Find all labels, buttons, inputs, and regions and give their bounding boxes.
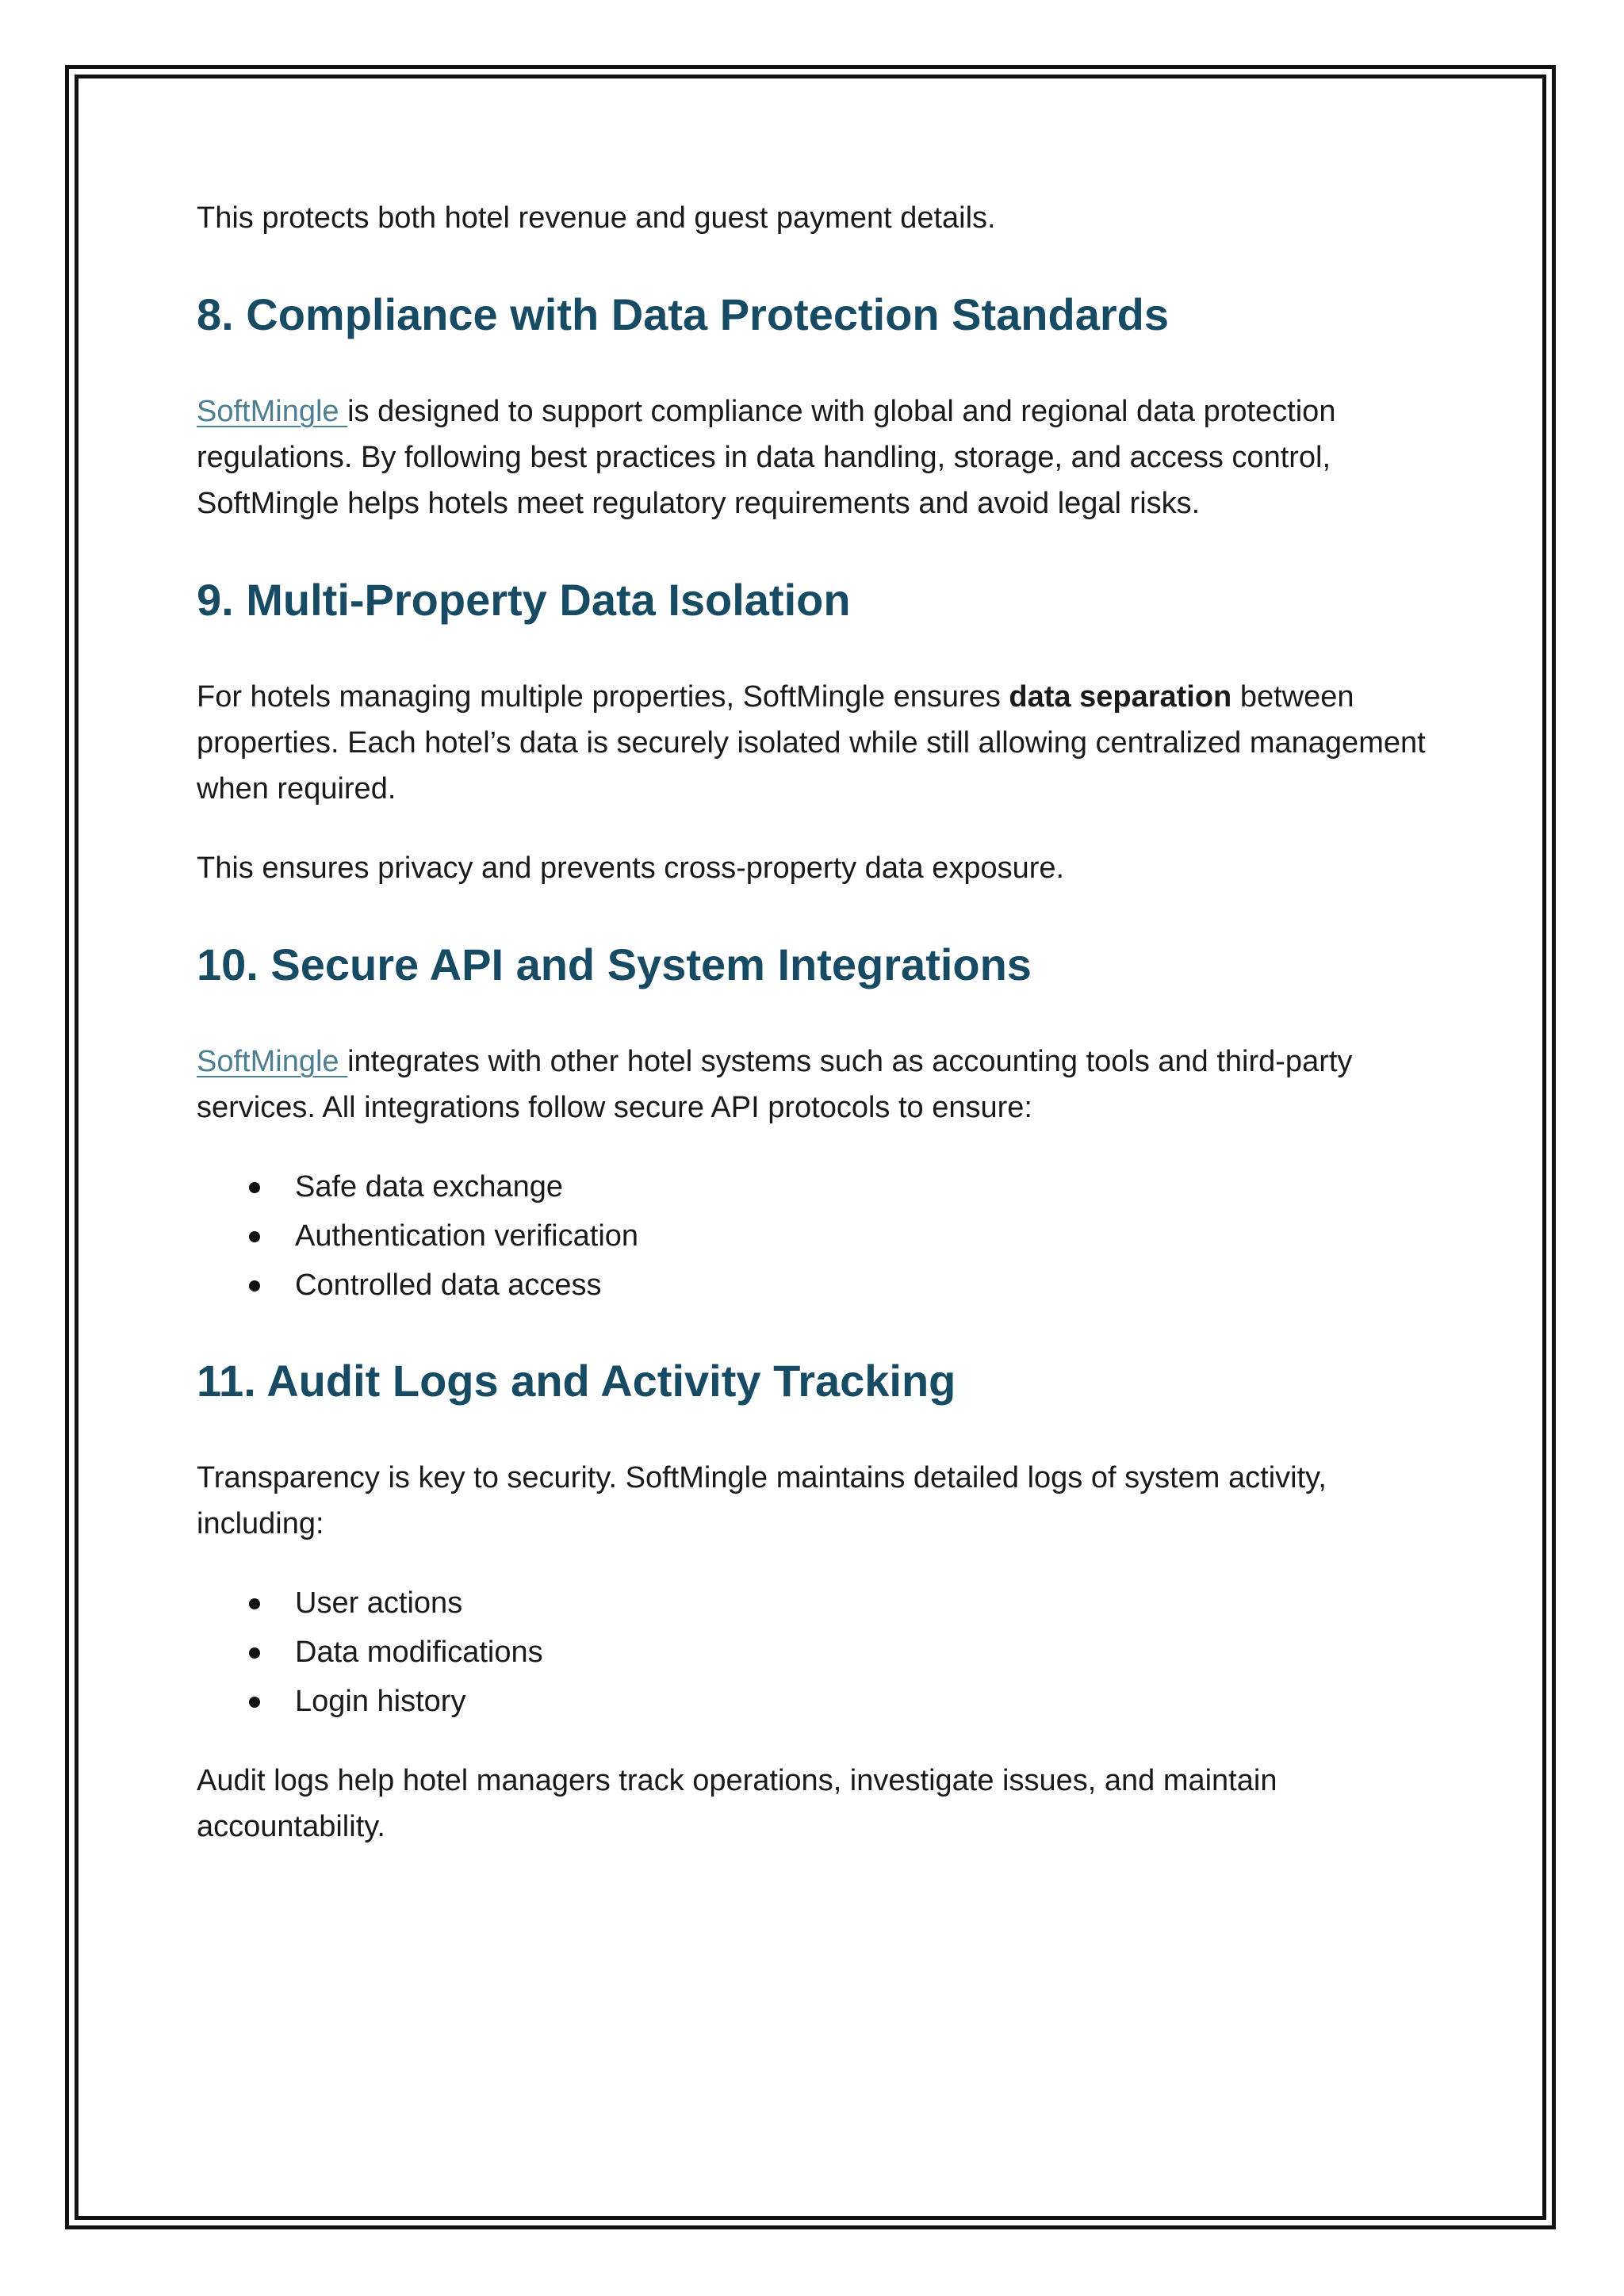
section-secure-api — [197, 937, 1450, 1310]
bullet-list — [197, 1578, 1450, 1726]
section-audit-logs — [197, 1353, 1450, 1850]
section-heading: 9. Multi-Property Data Isolation — [197, 575, 851, 625]
paragraph-text: integrates with other hotel systems such as accounting tools and third-party services. All integrations follow secure API protocols to ensure: — [197, 1045, 1353, 1124]
section-heading: 11. Audit Logs and Activity Tracking — [197, 1356, 956, 1406]
list-item: Data modifications — [197, 1628, 1450, 1677]
paragraph-text: For hotels managing multiple properties, SoftMingle ensures — [197, 680, 1009, 714]
document-content — [197, 195, 1450, 1850]
section-paragraph — [197, 1039, 1450, 1131]
intro-paragraph: This protects both hotel revenue and guest payment details. — [197, 201, 996, 235]
list-item: Login history — [197, 1677, 1450, 1726]
section-paragraph: Audit logs help hotel managers track operations, investigate issues, and maintain accountability. — [197, 1764, 1277, 1843]
bold-phrase: data separation — [1009, 680, 1232, 714]
bullet-list — [197, 1162, 1450, 1310]
list-item: Safe data exchange — [197, 1162, 1450, 1211]
section-heading: 8. Compliance with Data Protection Standards — [197, 289, 1170, 339]
list-item: User actions — [197, 1578, 1450, 1628]
section-paragraph — [197, 674, 1450, 812]
section-multi-property — [197, 572, 1450, 891]
section-paragraph: Transparency is key to security. SoftMingle maintains detailed logs of system activity, including: — [197, 1461, 1327, 1540]
section-paragraph — [197, 388, 1450, 526]
list-item: Controlled data access — [197, 1261, 1450, 1310]
softmingle-link[interactable]: SoftMingle — [197, 395, 348, 428]
paragraph-text: is designed to support compliance with global and regional data protection regulations. By following best practices in data handling, storage, and access control, SoftMingle helps hotels meet regulatory requirements and avoid legal risks. — [197, 395, 1336, 520]
section-compliance — [197, 287, 1450, 526]
section-paragraph: This ensures privacy and prevents cross-property data exposure. — [197, 851, 1065, 885]
section-heading: 10. Secure API and System Integrations — [197, 939, 1032, 989]
softmingle-link[interactable]: SoftMingle — [197, 1045, 348, 1078]
list-item: Authentication verification — [197, 1211, 1450, 1261]
paragraph-text: between properties. Each hotel’s data is securely isolated while still allowing centralized management when required. — [197, 680, 1426, 806]
